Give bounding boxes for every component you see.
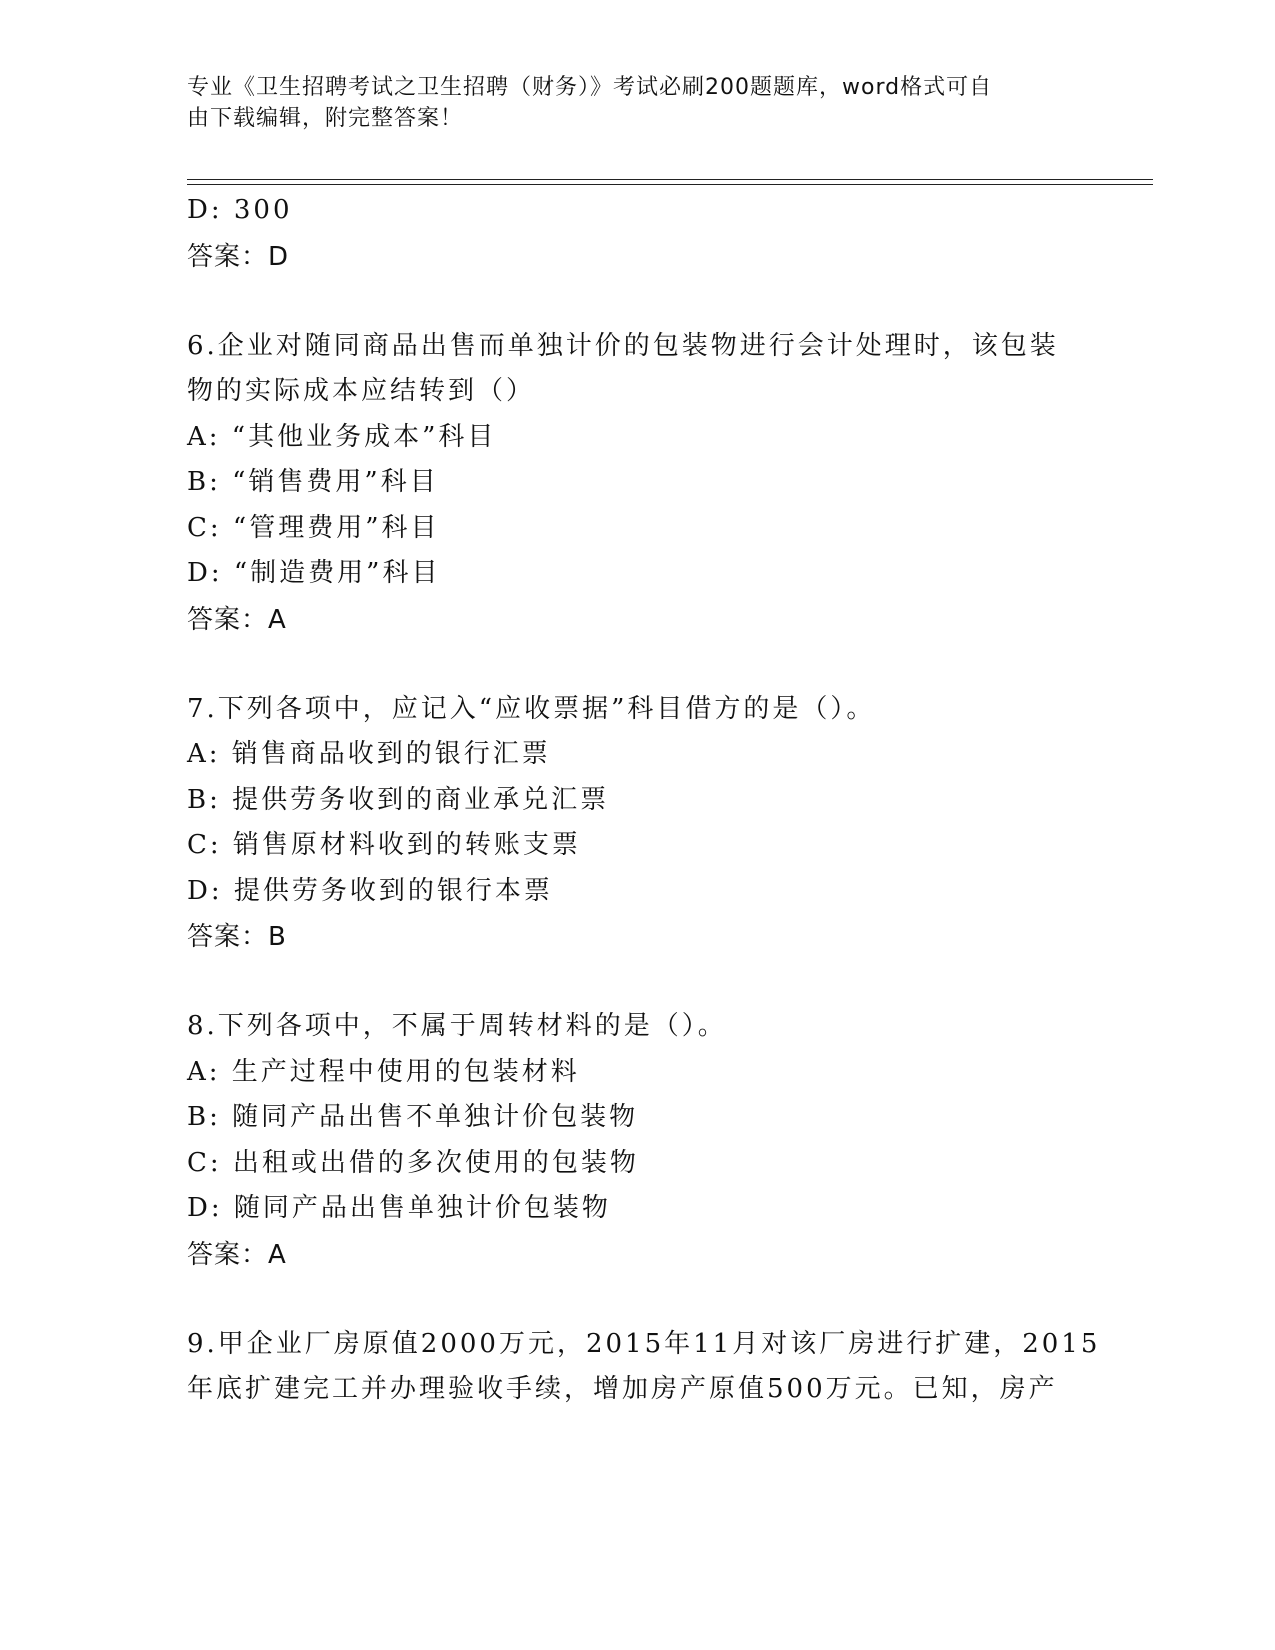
option-d: D: “制造费用”科目 (187, 558, 441, 588)
question-7 (187, 687, 1087, 961)
question-list (187, 188, 1101, 1413)
option-c: C: 出租或出借的多次使用的包装物 (187, 1147, 639, 1178)
option-d: D: 提供劳务收到的银行本票 (187, 875, 553, 906)
option-a: A: 销售商品收到的银行汇票 (187, 739, 551, 769)
header-divider-bottom (187, 184, 1153, 185)
question-stem: 6.企业对随同商品出售而单独计价的包装物进行会计处理时，该包装 (187, 330, 1059, 361)
header-line-1: 专业《卫生招聘考试之卫生招聘（财务）》考试必刷200题题库，word格式可自 (187, 75, 993, 100)
option-b: B: 提供劳务收到的商业承兑汇票 (187, 784, 610, 815)
answer: 答案：A (187, 1239, 287, 1270)
option-b: B: “销售费用”科目 (187, 467, 439, 497)
option-d: D: 300 (187, 195, 293, 225)
option-b: B: 随同产品出售不单独计价包装物 (187, 1102, 639, 1132)
question-5-tail (187, 188, 1087, 280)
document-header (187, 72, 1067, 134)
question-9 (187, 1322, 1101, 1413)
option-c: C: “管理费用”科目 (187, 512, 440, 543)
option-a: A: 生产过程中使用的包装材料 (187, 1056, 580, 1087)
question-stem: 9.甲企业厂房原值2000万元，2015年11月对该厂房进行扩建，2015 (187, 1328, 1101, 1359)
question-stem-continued: 年底扩建完工并办理验收手续，增加房产原值500万元。已知，房产 (187, 1374, 1058, 1404)
answer: 答案：B (187, 922, 287, 952)
question-stem-continued: 物的实际成本应结转到（） (187, 376, 536, 406)
option-c: C: 销售原材料收到的转账支票 (187, 830, 581, 860)
option-d: D: 随同产品出售单独计价包装物 (187, 1193, 611, 1223)
option-a: A: “其他业务成本”科目 (187, 421, 497, 452)
question-6 (187, 324, 1087, 643)
header-divider-top (187, 179, 1153, 180)
question-stem: 7.下列各项中，应记入“应收票据”科目借方的是（）。 (187, 693, 876, 724)
answer: 答案：A (187, 604, 287, 635)
header-line-2: 由下载编辑，附完整答案！ (187, 106, 464, 131)
question-stem: 8.下列各项中，不属于周转材料的是（）。 (187, 1011, 727, 1041)
question-8 (187, 1004, 1087, 1278)
answer: 答案：D (187, 241, 290, 272)
